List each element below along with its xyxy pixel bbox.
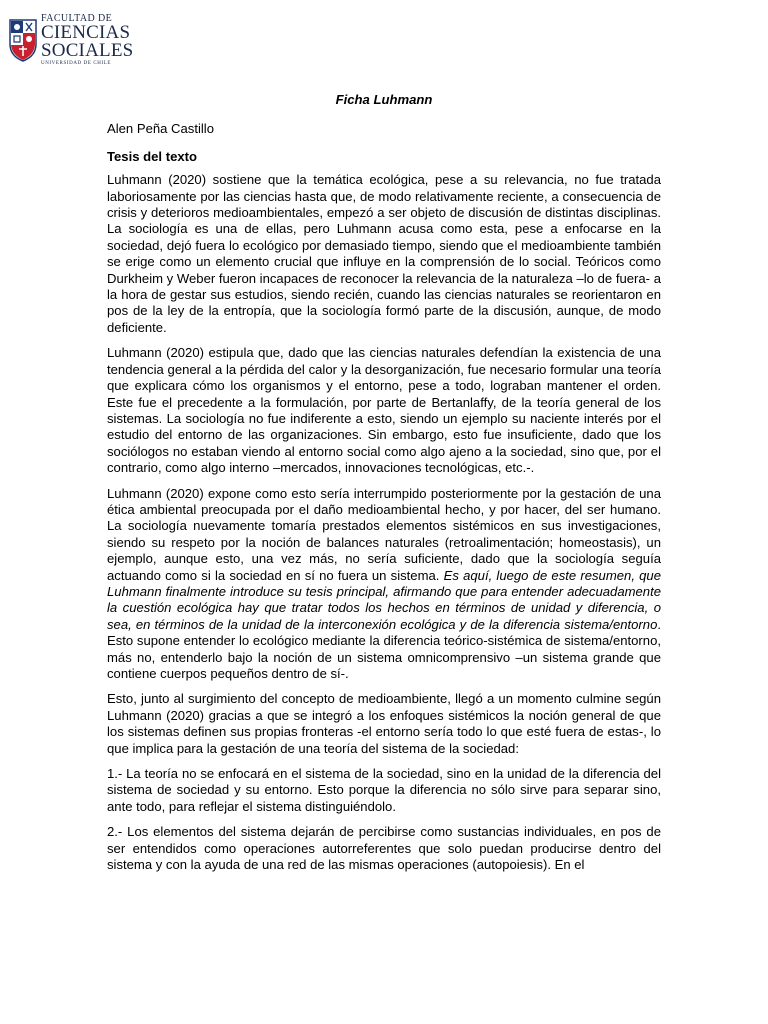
paragraph-3-start: Luhmann (2020) expone como esto sería interrumpido posteriormente por la gestación de una ética ambiental preocupada por el daño medioambiental hecho, y por hacer, del ser humano. La sociología nuevamente tomaría prestados elementos sistémicos en sus investigaciones, siendo su respeto por la noción de balances naturales (retroalimentación; homeostasis), un ejemplo, aunque esto, una vez más, no sería suficiente, dado que la sociología seguía actuando como si la sociedad en sí no fuera un sistema. [107, 485, 661, 583]
document-author: Alen Peña Castillo [107, 121, 214, 137]
faculty-logo [8, 14, 133, 66]
logo-line-faculty: FACULTAD DE [41, 13, 113, 24]
paragraph-2: Luhmann (2020) estipula que, dado que las ciencias naturales defendían la existencia de una tendencia general a la pérdida del calor y la desorganización, fue necesario formular una teoría que explicara cómo los organismos y el entorno, pese a todo, lograban mantener el orden. Este fue el precedente a la formulación, por parte de Bertanlaffy, de la teoría general de los sistemas. La sociología no fue indiferente a esto, siendo un ejemplo su naciente interés por el estudio del entorno de las organizaciones. Sin embargo, esto fue insuficiente, dado que los sociólogos no estaban viendo al entorno social como algo ajeno a la sociedad, sino que, por el contrario, como algo interno –mercados, innovaciones tecnológicas, etc.-. [107, 345, 661, 476]
paragraph-4: Esto, junto al surgimiento del concepto de medioambiente, llegó a un momento culmine según Luhmann (2020) gracias a que se integró a los enfoques sistémicos la noción general de que los sistemas definen sus propias fronteras -el entorno sería todo lo que esté fuera de estas-, lo que implica para la gestación de una teoría del sistema de la sociedad: [107, 691, 661, 756]
logo-wordmark [41, 14, 133, 66]
logo-line-ciencias: CIENCIAS [41, 22, 131, 43]
document-body [107, 90, 661, 873]
paragraph-3-thesis-italic: Es aquí, luego de este resumen, que Luhmann finalmente introduce su tesis principal, afirmando que para entender adecuadamente la cuestión ecológica hay que tratar todos los hechos en términos de unidad y diferencia, o sea, en términos de la unidad de la interconexión ecológica y de la diferencia sistema/entorno [107, 567, 661, 632]
section-heading: Tesis del texto [107, 148, 197, 164]
paragraph-5: 1.- La teoría no se enfocará en el sistema de la sociedad, sino en la unidad de la diferencia del sistema de sociedad y su entorno. Esto porque la diferencia no sólo sirve para separar sino, ante todo, para reflejar el sistema distinguiéndolo. [107, 766, 661, 814]
paragraph-6: 2.- Los elementos del sistema dejarán de percibirse como sustancias individuales, en pos de ser entendidos como operaciones autorreferentes que solo puedan producirse dentro del sistema y con la ayuda de una red de las mismas operaciones (autopoiesis). En el [107, 824, 661, 873]
logo-line-university: UNIVERSIDAD DE CHILE [41, 61, 112, 66]
paragraph-1: Luhmann (2020) sostiene que la temática ecológica, pese a su relevancia, no fue tratada laboriosamente por las ciencias hasta que, de modo relativamente reciente, a consecuencia de crisis y deterioros medioambientales, empezó a ser objeto de discusión de distintas disciplinas. La sociología es una de ellas, pero Luhmann acusa como esta, pese a enfocarse en la sociedad, dejó fuera lo ecológico por demasiado tiempo, siendo que el medioambiente también se erige como un elemento crucial que influye en la comprensión de lo social. Teóricos como Durkheim y Weber fueron incapaces de reconocer la relevancia de la naturaleza –lo de fuera- a la hora de gestar sus estudios, siendo recién, cuando las ciencias naturales se reorientaron en pos de la ley de la entropía, que la sociología formó parte de la discusión, aunque, de modo deficiente. [107, 172, 661, 335]
paragraph-3 [107, 486, 661, 683]
paragraph-3-end: . Esto supone entender lo ecológico mediante la diferencia teórico-sistémica de sistema/entorno, más no, entenderlo bajo la noción de un sistema omnicomprensivo –un sistema grande que contiene cuerpos pequeños dentro de sí-. [107, 616, 661, 681]
document-title: Ficha Luhmann [335, 92, 433, 107]
logo-line-sociales: SOCIALES [41, 40, 134, 61]
university-seal-icon [8, 18, 38, 62]
